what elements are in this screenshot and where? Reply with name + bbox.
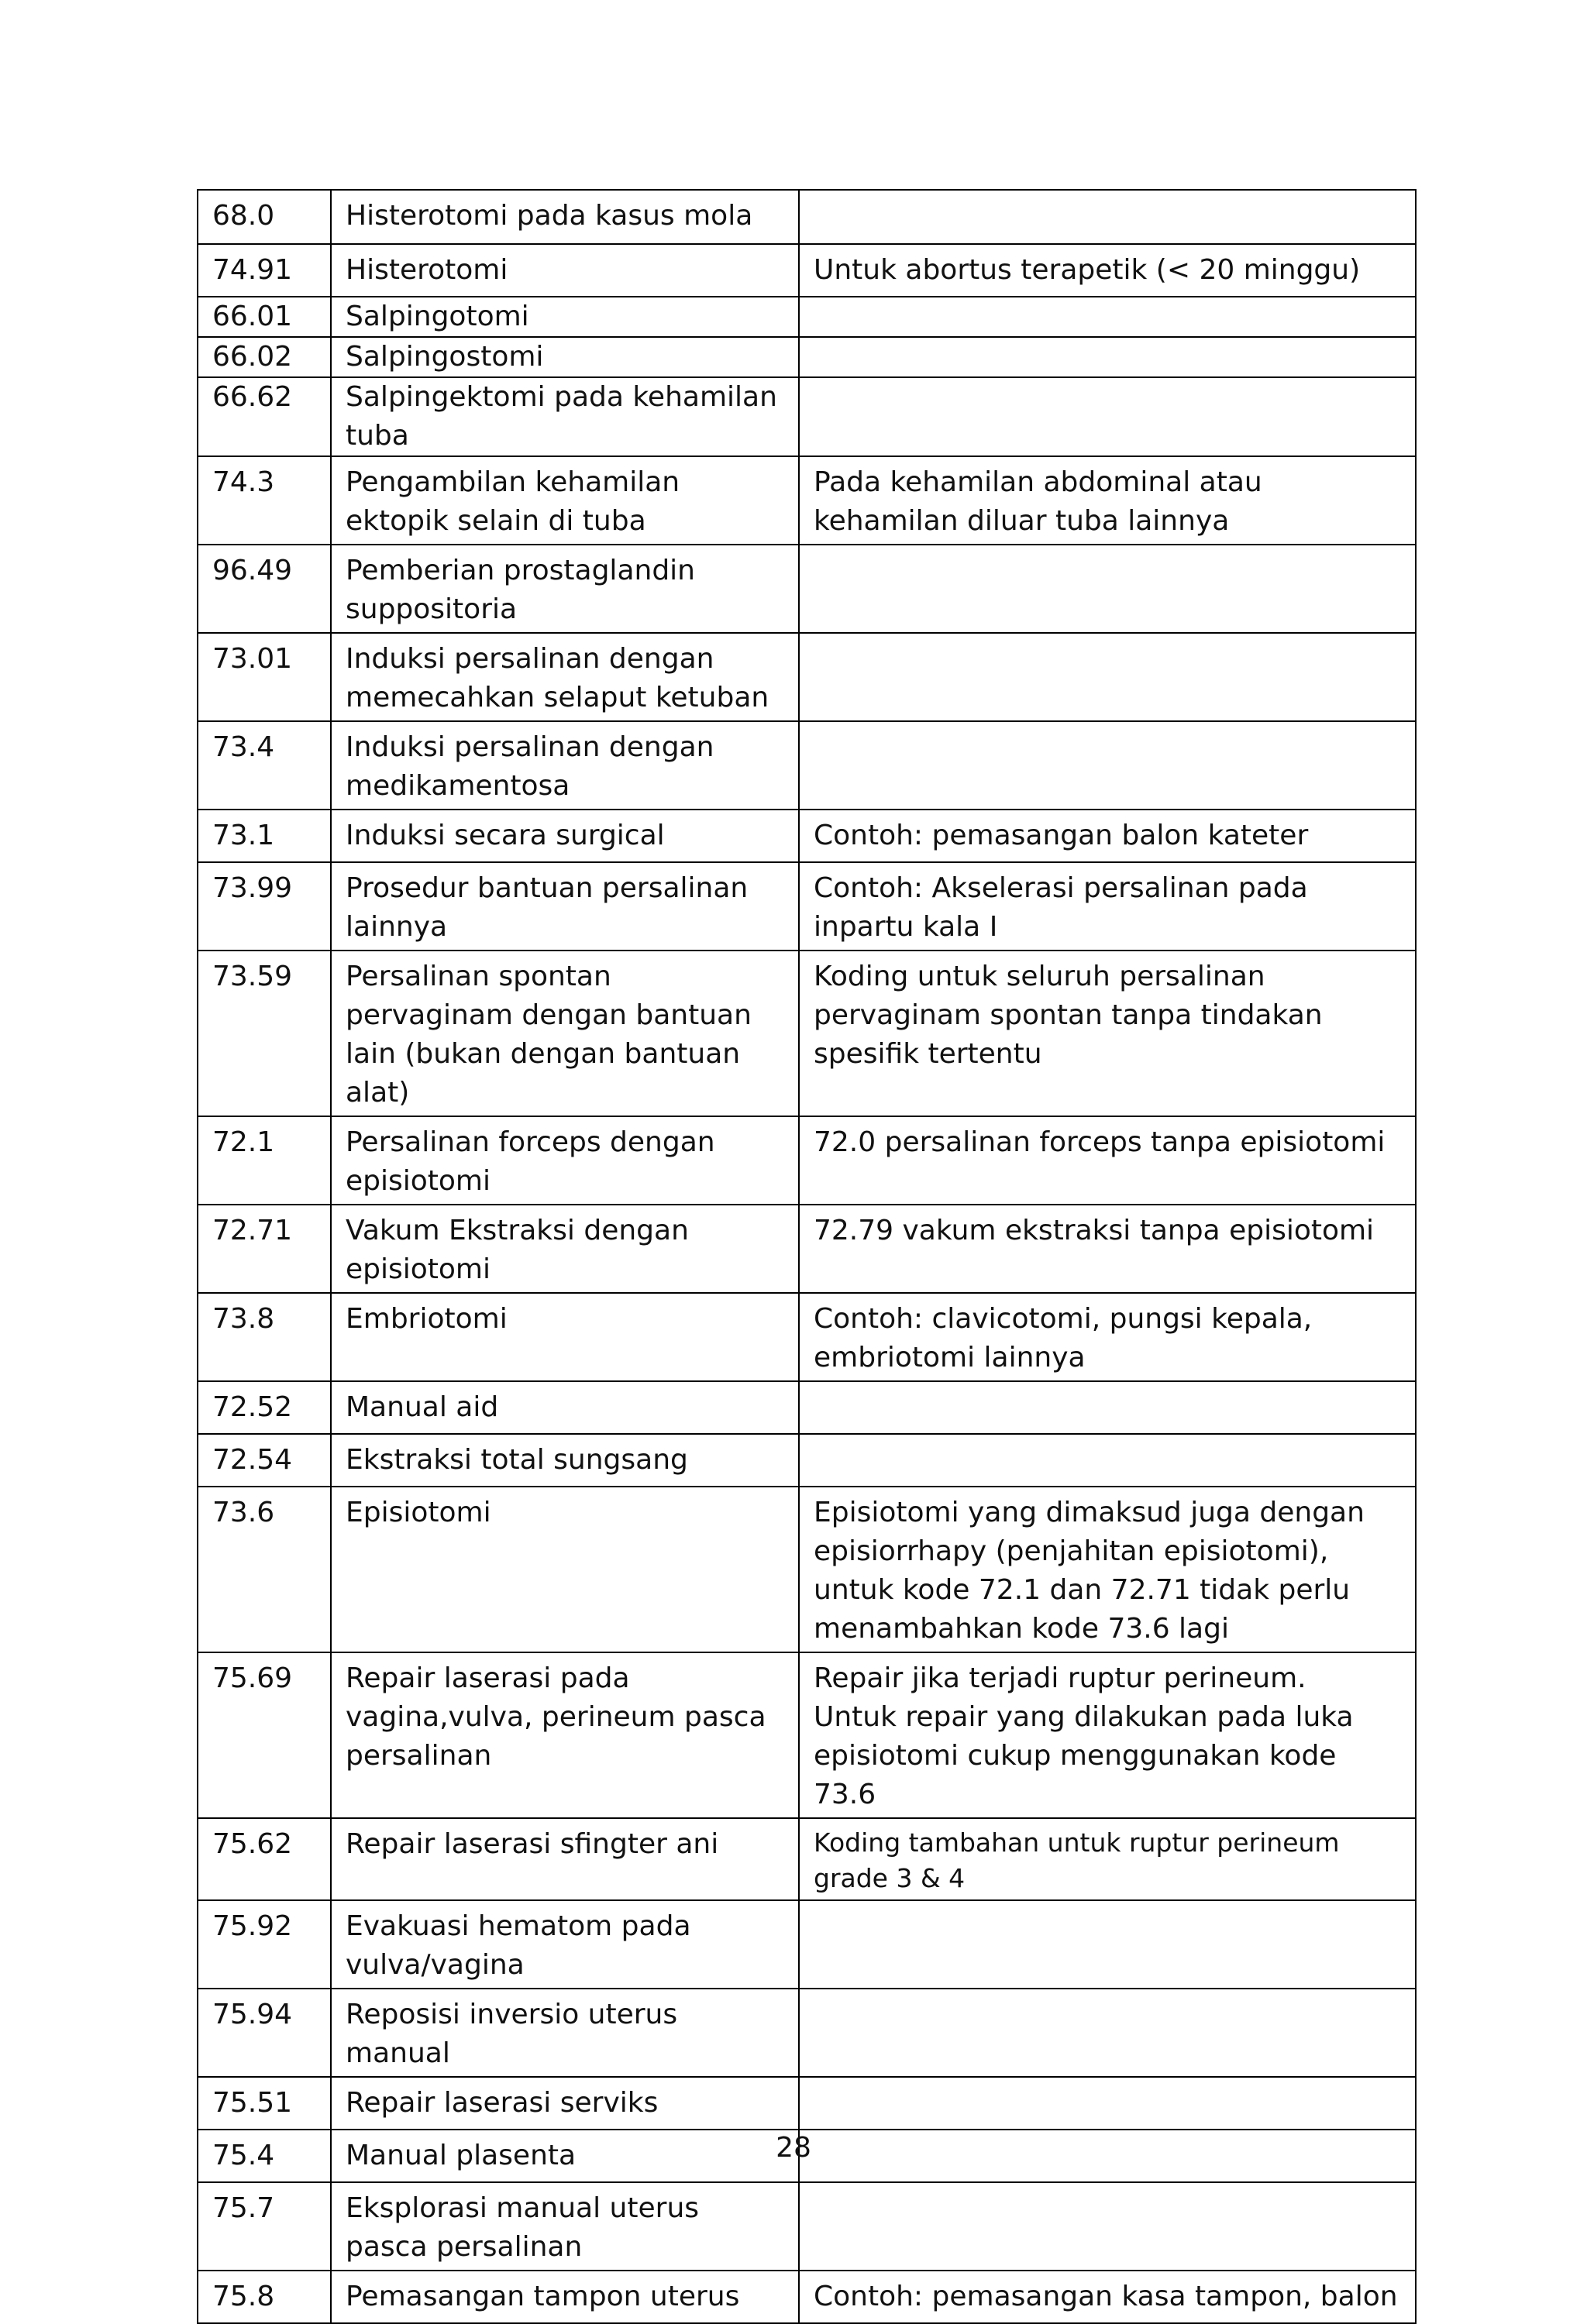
table-row <box>198 1818 1416 1900</box>
note-cell <box>799 721 1416 810</box>
procedure-cell: Persalinan forceps dengan episiotomi <box>331 1116 799 1205</box>
procedure-cell: Induksi persalinan dengan memecahkan selaput ketuban <box>331 633 799 721</box>
note-cell <box>799 297 1416 337</box>
code-cell: 75.51 <box>198 2077 331 2130</box>
code-cell: 72.54 <box>198 1434 331 1487</box>
procedure-cell: Repair laserasi serviks <box>331 2077 799 2130</box>
procedure-code-table <box>197 189 1417 2324</box>
code-cell: 74.3 <box>198 456 331 545</box>
note-cell <box>799 1989 1416 2077</box>
procedure-cell: Prosedur bantuan persalinan lainnya <box>331 862 799 951</box>
procedure-cell: Persalinan spontan pervaginam dengan bantuan lain (bukan dengan bantuan alat) <box>331 951 799 1116</box>
code-cell: 73.4 <box>198 721 331 810</box>
procedure-cell: Eksplorasi manual uterus pasca persalinan <box>331 2182 799 2271</box>
procedure-cell: Histerotomi <box>331 244 799 297</box>
table-row <box>198 633 1416 721</box>
table-row <box>198 1487 1416 1652</box>
code-cell: 75.62 <box>198 1818 331 1900</box>
procedure-cell: Episiotomi <box>331 1487 799 1652</box>
table-row <box>198 337 1416 377</box>
note-cell <box>799 2182 1416 2271</box>
note-cell <box>799 190 1416 244</box>
page-number: 28 <box>776 2132 811 2164</box>
table-row <box>198 2271 1416 2323</box>
code-cell: 66.02 <box>198 337 331 377</box>
code-cell: 75.8 <box>198 2271 331 2323</box>
table-row <box>198 456 1416 545</box>
table-row <box>198 297 1416 337</box>
table-row <box>198 545 1416 633</box>
procedure-cell: Salpingostomi <box>331 337 799 377</box>
procedure-cell: Induksi secara surgical <box>331 810 799 862</box>
code-cell: 66.01 <box>198 297 331 337</box>
procedure-cell: Repair laserasi sfingter ani <box>331 1818 799 1900</box>
note-cell: Untuk abortus terapetik (< 20 minggu) <box>799 244 1416 297</box>
table-row <box>198 951 1416 1116</box>
code-cell: 75.92 <box>198 1900 331 1989</box>
code-cell: 72.1 <box>198 1116 331 1205</box>
note-cell: Contoh: pemasangan balon kateter <box>799 810 1416 862</box>
procedure-cell: Ekstraksi total sungsang <box>331 1434 799 1487</box>
code-cell: 73.01 <box>198 633 331 721</box>
procedure-cell: Pengambilan kehamilan ektopik selain di tuba <box>331 456 799 545</box>
note-cell: Pada kehamilan abdominal atau kehamilan diluar tuba lainnya <box>799 456 1416 545</box>
table-row <box>198 721 1416 810</box>
code-cell: 74.91 <box>198 244 331 297</box>
table-row <box>198 1989 1416 2077</box>
procedure-cell: Histerotomi pada kasus mola <box>331 190 799 244</box>
code-cell: 66.62 <box>198 377 331 456</box>
procedure-cell: Induksi persalinan dengan medikamentosa <box>331 721 799 810</box>
table-row <box>198 2182 1416 2271</box>
procedure-cell: Manual aid <box>331 1381 799 1434</box>
table-row <box>198 1652 1416 1818</box>
procedure-cell: Pemasangan tampon uterus <box>331 2271 799 2323</box>
code-cell: 72.71 <box>198 1205 331 1293</box>
procedure-cell: Vakum Ekstraksi dengan episiotomi <box>331 1205 799 1293</box>
table-row <box>198 1434 1416 1487</box>
table-row <box>198 810 1416 862</box>
code-cell: 73.99 <box>198 862 331 951</box>
procedure-cell: Evakuasi hematom pada vulva/vagina <box>331 1900 799 1989</box>
note-cell: 72.79 vakum ekstraksi tanpa episiotomi <box>799 1205 1416 1293</box>
table-row <box>198 1205 1416 1293</box>
note-cell <box>799 2077 1416 2130</box>
note-cell <box>799 377 1416 456</box>
procedure-cell: Repair laserasi pada vagina,vulva, perineum pasca persalinan <box>331 1652 799 1818</box>
note-cell <box>799 1434 1416 1487</box>
table-row <box>198 190 1416 244</box>
code-cell: 73.59 <box>198 951 331 1116</box>
procedure-cell: Salpingotomi <box>331 297 799 337</box>
code-cell: 68.0 <box>198 190 331 244</box>
note-cell <box>799 545 1416 633</box>
note-cell: Contoh: Akselerasi persalinan pada inpartu kala I <box>799 862 1416 951</box>
table-row <box>198 1116 1416 1205</box>
procedure-cell: Pemberian prostaglandin suppositoria <box>331 545 799 633</box>
note-cell: Koding tambahan untuk ruptur perineum grade 3 & 4 <box>799 1818 1416 1900</box>
table-row <box>198 1293 1416 1381</box>
note-cell: Contoh: pemasangan kasa tampon, balon <box>799 2271 1416 2323</box>
code-cell: 75.7 <box>198 2182 331 2271</box>
note-cell: 72.0 persalinan forceps tanpa episiotomi <box>799 1116 1416 1205</box>
procedure-cell: Embriotomi <box>331 1293 799 1381</box>
note-cell: Koding untuk seluruh persalinan pervaginam spontan tanpa tindakan spesifik tertentu <box>799 951 1416 1116</box>
table-row <box>198 862 1416 951</box>
note-cell <box>799 1381 1416 1434</box>
note-cell: Contoh: clavicotomi, pungsi kepala, embriotomi lainnya <box>799 1293 1416 1381</box>
note-cell <box>799 1900 1416 1989</box>
note-cell <box>799 633 1416 721</box>
table-row <box>198 1900 1416 1989</box>
procedure-cell: Manual plasenta <box>331 2130 799 2182</box>
code-cell: 75.94 <box>198 1989 331 2077</box>
code-cell: 73.1 <box>198 810 331 862</box>
code-cell: 96.49 <box>198 545 331 633</box>
code-cell: 73.8 <box>198 1293 331 1381</box>
procedure-cell: Reposisi inversio uterus manual <box>331 1989 799 2077</box>
code-cell: 73.6 <box>198 1487 331 1652</box>
note-cell: Episiotomi yang dimaksud juga dengan episiorrhapy (penjahitan episiotomi), untuk kode 72.1 dan 72.71 tidak perlu menambahkan kode 73.6 lagi <box>799 1487 1416 1652</box>
code-cell: 75.69 <box>198 1652 331 1818</box>
note-cell: Repair jika terjadi ruptur perineum. Untuk repair yang dilakukan pada luka episiotomi cukup menggunakan kode 73.6 <box>799 1652 1416 1818</box>
table-row <box>198 2077 1416 2130</box>
procedure-cell: Salpingektomi pada kehamilan tuba <box>331 377 799 456</box>
table-row <box>198 244 1416 297</box>
note-cell <box>799 337 1416 377</box>
code-cell: 72.52 <box>198 1381 331 1434</box>
code-cell: 75.4 <box>198 2130 331 2182</box>
table-row <box>198 1381 1416 1434</box>
table-row <box>198 377 1416 456</box>
